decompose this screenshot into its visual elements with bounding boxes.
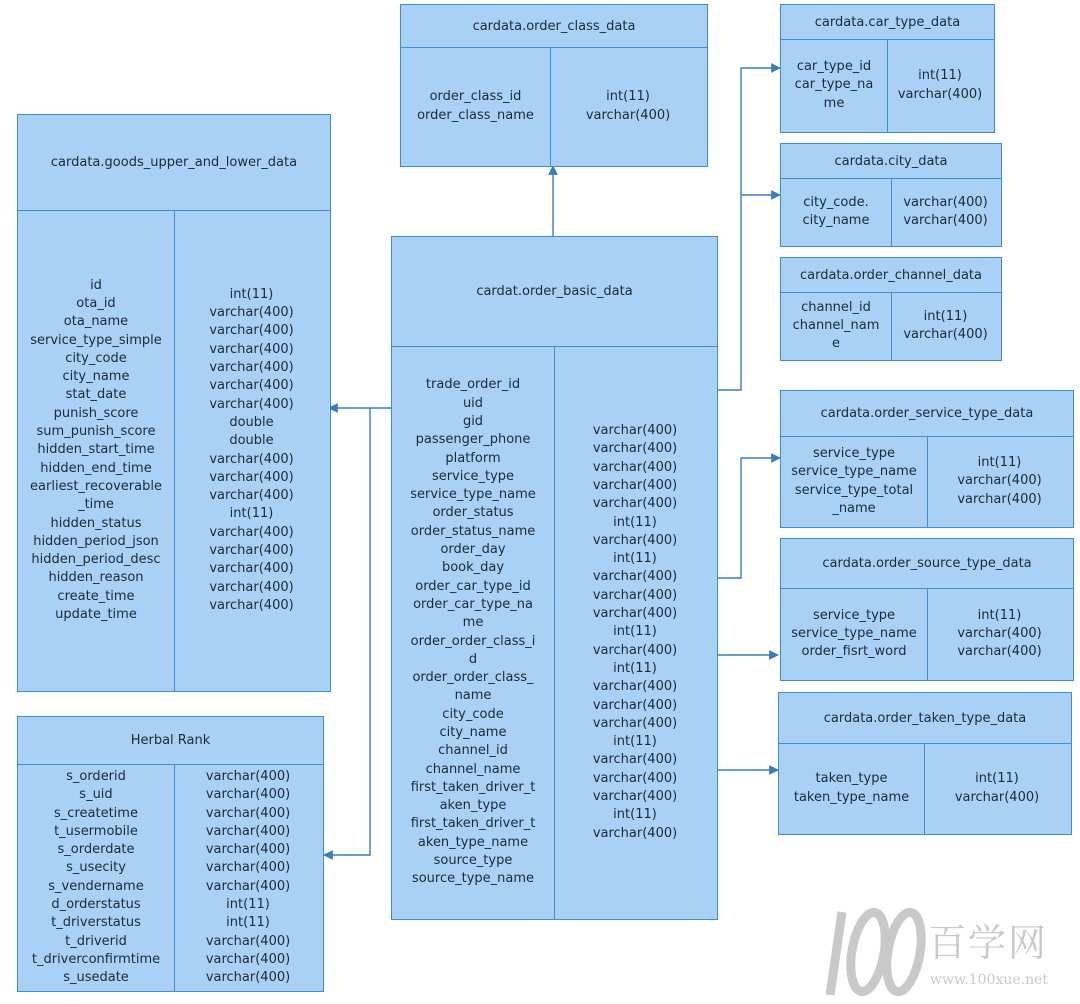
link-car-type [717, 68, 780, 390]
field-name: hidden_period_json [33, 533, 159, 549]
field-name: order_order_class_ [412, 670, 534, 686]
field-type: int(11) [613, 624, 657, 640]
field-name: channel_id [438, 743, 508, 759]
field-name: service_type_name [791, 625, 917, 641]
field-name: city_code [442, 706, 504, 722]
field-type: int(11) [613, 807, 657, 823]
field-type: varchar(400) [592, 587, 678, 603]
field-name: order_fisrt_word [801, 644, 907, 660]
field-types [549, 47, 707, 166]
field-name: book_day [441, 560, 505, 576]
table-order-taken-type[interactable] [778, 692, 1072, 835]
field-types [886, 39, 994, 132]
field-type: varchar(400) [954, 789, 1040, 805]
field-type: varchar(400) [209, 561, 294, 577]
field-types [926, 588, 1073, 680]
field-type: int(11) [229, 506, 274, 522]
field-name: me [823, 95, 845, 111]
field-name: order_car_type_id [415, 578, 531, 594]
field-name: s_createtime [54, 805, 138, 821]
field-type: varchar(400) [209, 360, 294, 376]
field-name: service_type [812, 445, 896, 461]
field-name: d [468, 651, 478, 667]
field-type: varchar(400) [592, 642, 678, 658]
table-title: cardata.city_data [781, 144, 1001, 179]
field-type: varchar(400) [205, 860, 291, 876]
field-type: double [229, 414, 274, 430]
watermark-chinese: 百学网 [928, 921, 1049, 965]
field-name: sum_punish_score [36, 424, 156, 440]
table-title: cardata.order_source_type_data [781, 539, 1073, 589]
field-name: stat_date [65, 387, 127, 403]
field-name: name [454, 688, 492, 704]
field-names [781, 39, 888, 132]
field-name: me [462, 615, 484, 631]
field-type: int(11) [606, 89, 650, 105]
table-title: cardata.order_channel_data [781, 258, 1001, 293]
field-type: varchar(400) [592, 423, 678, 439]
field-name: city_code [65, 350, 127, 366]
field-name: city_name [439, 724, 507, 740]
field-type: varchar(400) [209, 378, 294, 394]
field-name: hidden_start_time [37, 442, 155, 458]
table-order-channel[interactable] [780, 257, 1002, 361]
field-types [553, 346, 717, 919]
field-name: city_name [802, 213, 870, 228]
field-name: _name [832, 500, 876, 516]
field-type: varchar(400) [205, 878, 291, 894]
table-title: cardat.order_basic_data [392, 237, 717, 347]
field-type: varchar(400) [592, 789, 678, 805]
field-name: create_time [57, 588, 135, 604]
field-types [926, 436, 1073, 527]
field-type: varchar(400) [957, 473, 1042, 489]
field-name: first_taken_driver_t [410, 779, 536, 795]
field-name: platform [445, 450, 501, 466]
field-type: int(11) [977, 607, 1022, 623]
field-type: varchar(400) [897, 86, 983, 102]
field-name: trade_order_id [425, 377, 521, 393]
field-name: service_type_total [794, 482, 914, 498]
field-type: varchar(400) [205, 805, 291, 821]
field-name: taken_type [815, 771, 888, 787]
field-name: source_type [433, 853, 513, 869]
field-type: varchar(400) [209, 396, 294, 412]
table-title: cardata.order_class_data [401, 5, 707, 48]
field-type: int(11) [977, 455, 1022, 471]
field-type: int(11) [613, 551, 657, 567]
field-type: int(11) [613, 734, 657, 750]
field-name: s_orderdate [57, 842, 135, 858]
field-name: order_status [432, 505, 514, 521]
field-name: ota_id [76, 295, 116, 311]
field-name: first_taken_driver_t [410, 816, 536, 832]
field-type: int(11) [613, 514, 657, 530]
field-name: t_driverid [65, 933, 127, 949]
field-type: int(11) [975, 771, 1019, 787]
field-type: int(11) [918, 68, 962, 84]
field-type: varchar(400) [592, 459, 678, 475]
table-order-class[interactable] [400, 4, 708, 167]
field-type: varchar(400) [209, 323, 294, 339]
field-name: city_name [62, 369, 130, 385]
field-name: e [832, 336, 840, 352]
field-type: varchar(400) [209, 524, 294, 540]
field-type: varchar(400) [209, 469, 294, 485]
field-name: punish_score [53, 405, 139, 421]
field-type: varchar(400) [205, 787, 291, 803]
field-type: varchar(400) [592, 532, 678, 548]
field-type: varchar(400) [209, 305, 294, 321]
field-name: gid [462, 413, 484, 429]
field-type: int(11) [229, 286, 274, 302]
field-type: varchar(400) [205, 951, 291, 967]
table-order-source-type[interactable] [780, 538, 1074, 681]
field-type: varchar(400) [592, 715, 678, 731]
field-name: service_type_name [410, 487, 536, 503]
field-type: varchar(400) [205, 933, 291, 949]
field-name: order_order_class_i [410, 633, 536, 649]
field-type: varchar(400) [592, 441, 678, 457]
field-type: varchar(400) [592, 477, 678, 493]
field-type: varchar(400) [957, 644, 1042, 660]
field-name: s_usecity [66, 860, 126, 876]
field-type: varchar(400) [903, 194, 988, 210]
field-type: varchar(400) [205, 769, 291, 784]
field-type: varchar(400) [209, 451, 294, 467]
field-names [781, 178, 892, 246]
table-title: cardata.order_service_type_data [781, 391, 1073, 437]
field-name: aken_type_name [417, 834, 529, 850]
field-name: service_type [812, 607, 896, 623]
field-type: varchar(400) [209, 341, 294, 357]
field-type: varchar(400) [585, 107, 671, 123]
field-name: t_driverconfirmtime [31, 951, 161, 967]
field-name: t_usermobile [54, 823, 138, 839]
field-names [401, 47, 551, 166]
field-name: channel_nam [792, 317, 880, 333]
field-name: order_class_id [429, 89, 522, 105]
field-types [173, 210, 330, 691]
field-name: car_type_na [794, 77, 874, 93]
field-name: s_vendername [48, 878, 144, 894]
field-type: varchar(400) [209, 579, 294, 595]
field-name: s_uid [79, 787, 113, 803]
field-type: varchar(400) [592, 679, 678, 695]
field-names [18, 764, 175, 991]
field-types [890, 178, 1001, 246]
field-name: d_orderstatus [51, 897, 141, 913]
field-name: passenger_phone [415, 432, 531, 448]
field-type: int(11) [613, 660, 657, 676]
field-name: channel_id [801, 299, 871, 315]
field-name: hidden_reason [48, 570, 144, 586]
field-name: service_type_name [791, 464, 917, 480]
field-type: double [229, 433, 274, 449]
field-type: varchar(400) [903, 213, 988, 228]
field-names [779, 743, 925, 834]
field-names [781, 292, 892, 360]
field-name: service_type_simple [30, 332, 162, 348]
field-type: varchar(400) [205, 970, 291, 986]
field-name: channel_name [425, 761, 521, 777]
field-name: order_day [440, 542, 506, 558]
field-name: order_car_type_na [413, 596, 533, 612]
field-type: varchar(400) [592, 606, 678, 622]
field-type: varchar(400) [592, 752, 678, 768]
field-names [781, 588, 928, 680]
field-name: t_driverstatus [51, 915, 141, 931]
table-title: Herbal Rank [18, 717, 323, 765]
table-car-type[interactable] [780, 4, 995, 133]
field-types [173, 764, 323, 991]
field-name: hidden_status [50, 515, 142, 531]
field-name: hidden_period_desc [31, 552, 161, 568]
field-type: varchar(400) [903, 327, 988, 342]
field-name: hidden_end_time [40, 460, 152, 476]
field-type: int(11) [226, 915, 270, 931]
field-type: varchar(400) [209, 542, 294, 558]
field-name: id [90, 277, 102, 293]
field-name: uid [462, 395, 484, 411]
field-type: varchar(400) [592, 770, 678, 786]
table-title: cardata.goods_upper_and_lower_data [18, 115, 330, 211]
field-name: source_type_name [411, 871, 535, 887]
field-name: update_time [55, 607, 137, 623]
field-types [890, 292, 1001, 360]
field-type: varchar(400) [592, 496, 678, 512]
link-service-type [717, 458, 780, 578]
field-names [18, 210, 175, 691]
field-type: varchar(400) [957, 625, 1042, 641]
field-names [392, 346, 555, 919]
field-type: varchar(400) [592, 697, 678, 713]
field-name: ota_name [63, 314, 129, 330]
field-type: varchar(400) [957, 491, 1042, 507]
field-name: s_orderid [66, 769, 126, 784]
field-name: order_status_name [410, 523, 536, 539]
table-order-basic[interactable] [391, 236, 718, 920]
field-name: _time [78, 497, 114, 513]
watermark-url: www.100xue.net [930, 972, 1049, 988]
field-name: car_type_id [796, 59, 872, 75]
table-herbal-rank[interactable] [17, 716, 324, 992]
table-title: cardata.car_type_data [781, 5, 994, 40]
table-order-service-type[interactable] [780, 390, 1074, 528]
field-type: varchar(400) [592, 825, 678, 841]
field-names [781, 436, 928, 527]
field-type: varchar(400) [592, 569, 678, 585]
field-type: varchar(400) [209, 488, 294, 504]
field-name: city_code. [803, 194, 869, 210]
field-name: aken_type [439, 798, 507, 814]
field-type: varchar(400) [205, 823, 291, 839]
field-type: int(11) [226, 897, 270, 913]
field-type: varchar(400) [205, 842, 291, 858]
field-name: taken_type_name [793, 789, 910, 805]
field-name: s_usedate [63, 970, 129, 986]
field-name: order_class_name [417, 107, 534, 123]
field-types [923, 743, 1071, 834]
field-type: int(11) [923, 308, 968, 324]
table-goods-upper-lower[interactable] [17, 114, 331, 692]
field-name: service_type [431, 468, 515, 484]
field-type: varchar(400) [209, 597, 294, 613]
table-title: cardata.order_taken_type_data [779, 693, 1071, 744]
field-name: earliest_recoverable [30, 478, 162, 494]
table-city[interactable] [780, 143, 1002, 247]
